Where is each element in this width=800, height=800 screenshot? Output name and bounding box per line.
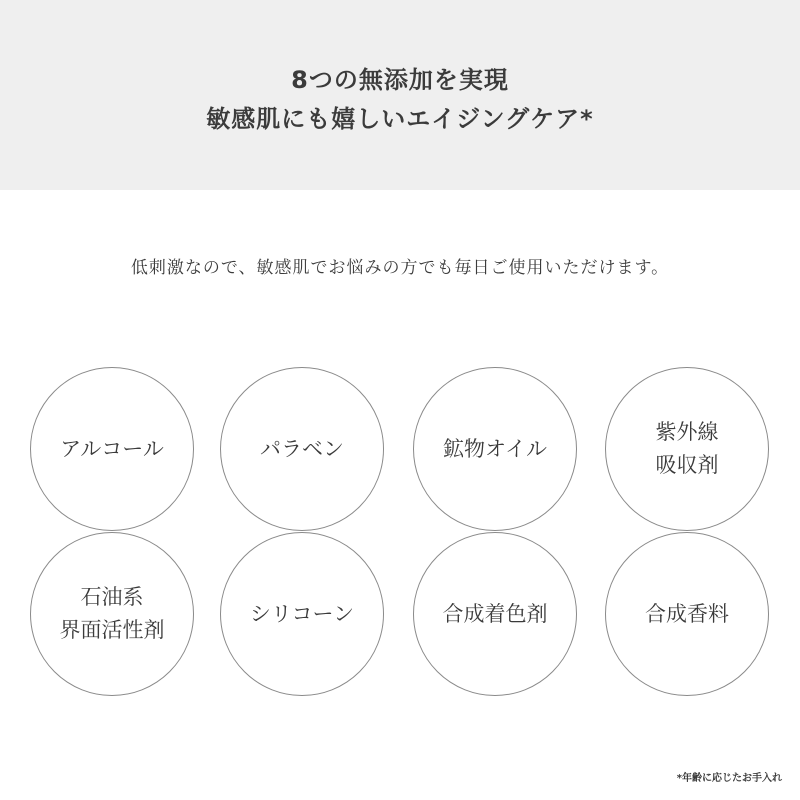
- additive-free-circle-petroleum-surfactant: [30, 532, 194, 696]
- header-title-line-2: 敏感肌にも嬉しいエイジングケア*: [206, 105, 594, 133]
- additive-free-circle-alcohol: [30, 367, 194, 531]
- circle-label: 合成着色剤: [442, 601, 548, 626]
- additive-free-circle-paraben: [220, 367, 384, 531]
- circle-label-line-2: 界面活性剤: [59, 618, 165, 642]
- footnote: *年齢に応じたお手入れ: [676, 773, 782, 784]
- circle-label: アルコール: [60, 436, 164, 461]
- header-title-line-1: 8つの無添加を実現: [291, 66, 509, 94]
- intro-text: 低刺激なので、敏感肌でお悩みの方でも毎日ご使用いただけます。: [130, 258, 670, 278]
- circle-label-line-1: 紫外線: [655, 420, 719, 444]
- additive-free-circle-synthetic-colorant: [413, 532, 577, 696]
- additive-free-circle-uv-absorber: [605, 367, 769, 531]
- additive-free-circle-synthetic-fragrance: [605, 532, 769, 696]
- circle-label-line-2: 吸収剤: [655, 453, 719, 477]
- additive-free-circle-mineral-oil: [413, 367, 577, 531]
- circle-label-line-1: 石油系: [80, 585, 144, 609]
- additive-free-circle-silicone: [220, 532, 384, 696]
- header-band: [0, 0, 800, 190]
- circle-label: パラベン: [260, 436, 344, 461]
- circle-label: 合成香料: [645, 601, 729, 626]
- circle-label: 鉱物オイル: [443, 436, 547, 461]
- circle-label: シリコーン: [249, 601, 355, 626]
